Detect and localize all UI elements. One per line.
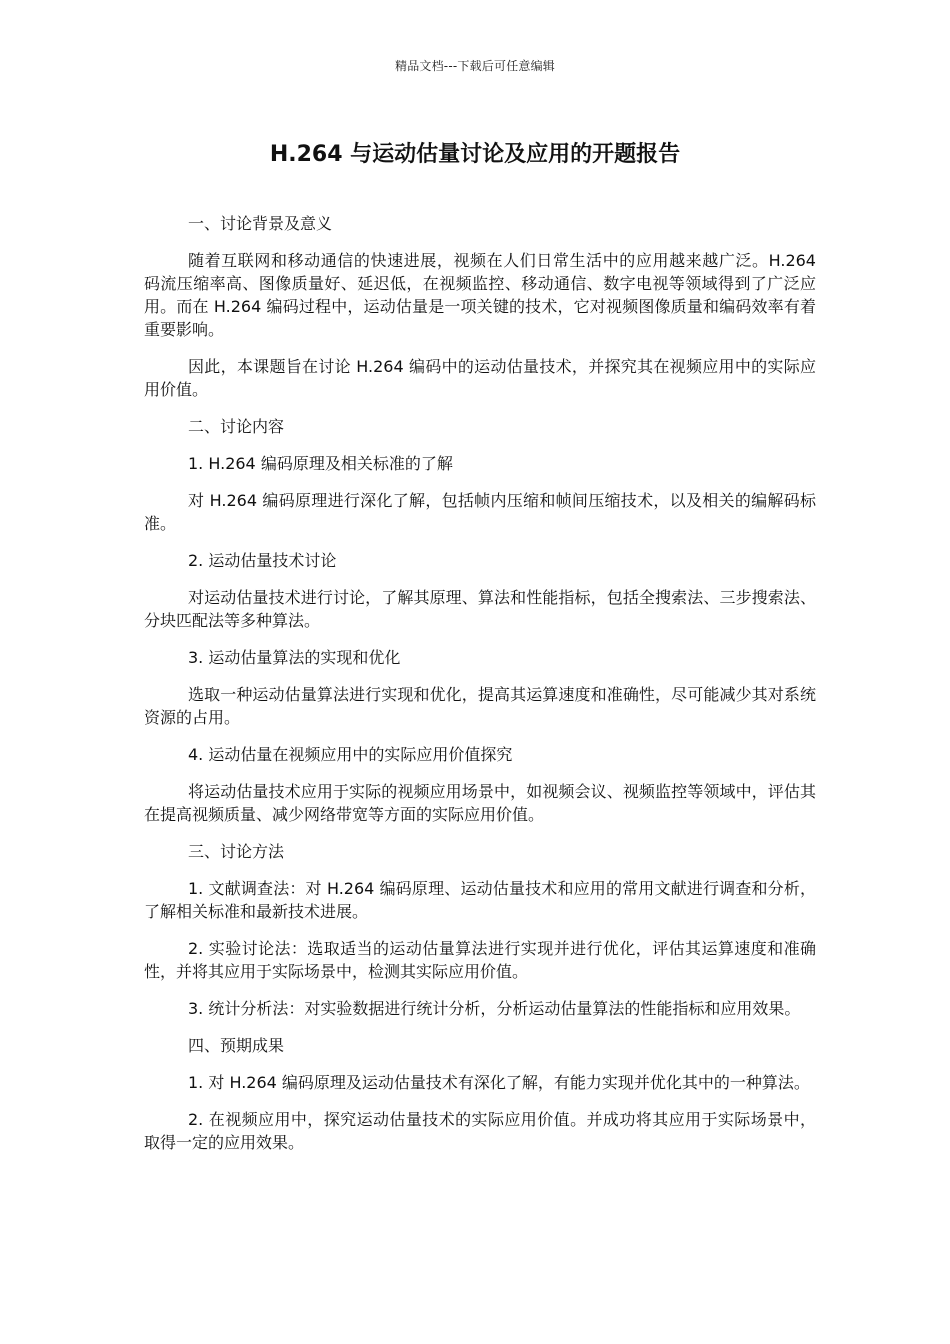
item-body-2: 对运动估量技术进行讨论，了解其原理、算法和性能指标，包括全搜索法、三步搜索法、分块匹配法等多种算法。 (144, 588, 816, 630)
outcome-item-1: 1. 对 H.264 编码原理及运动估量技术有深化了解，有能力实现并优化其中的一种算法。 (188, 1073, 810, 1092)
document-title: H.264 与运动估量讨论及应用的开题报告 (269, 142, 681, 167)
outcome-item-2: 2. 在视频应用中，探究运动估量技术的实际应用价值。并成功将其应用于实际场景中，取得一定的应用效果。 (144, 1110, 816, 1152)
item-body-4: 将运动估量技术应用于实际的视频应用场景中，如视频会议、视频监控等领域中，评估其在提高视频质量、减少网络带宽等方面的实际应用价值。 (144, 782, 816, 824)
item-heading-2: 2. 运动估量技术讨论 (188, 551, 337, 570)
paragraph-purpose: 因此，本课题旨在讨论 H.264 编码中的运动估量技术，并探究其在视频应用中的实际应用价值。 (144, 357, 816, 399)
method-item-3: 3. 统计分析法：对实验数据进行统计分析，分析运动估量算法的性能指标和应用效果。 (188, 999, 801, 1018)
section-heading-methods: 三、讨论方法 (188, 842, 285, 861)
method-item-1: 1. 文献调查法：对 H.264 编码原理、运动估量技术和应用的常用文献进行调查和分析，了解相关标准和最新技术进展。 (144, 879, 816, 921)
section-heading-content: 二、讨论内容 (188, 417, 285, 436)
item-body-1: 对 H.264 编码原理进行深化了解，包括帧内压缩和帧间压缩技术，以及相关的编解码标准。 (144, 491, 816, 533)
item-heading-1: 1. H.264 编码原理及相关标准的了解 (188, 454, 453, 473)
section-heading-outcomes: 四、预期成果 (188, 1036, 285, 1055)
section-heading-background: 一、讨论背景及意义 (188, 214, 333, 233)
item-heading-4: 4. 运动估量在视频应用中的实际应用价值探究 (188, 745, 513, 764)
item-body-3: 选取一种运动估量算法进行实现和优化，提高其运算速度和准确性，尽可能减少其对系统资源的占用。 (144, 685, 816, 727)
paragraph-background: 随着互联网和移动通信的快速进展，视频在人们日常生活中的应用越来越广泛。H.264 码流压缩率高、图像质量好、延迟低，在视频监控、移动通信、数字电视等领域得到了广泛应用。而在 H.264 编码过程中，运动估量是一项关键的技术，它对视频图像质量和编码效率有着重要影响。 (144, 251, 816, 339)
item-heading-3: 3. 运动估量算法的实现和优化 (188, 648, 401, 667)
header-note: 精品文档---下载后可任意编辑 (395, 59, 555, 73)
method-item-2: 2. 实验讨论法：选取适当的运动估量算法进行实现并进行优化，评估其运算速度和准确性，并将其应用于实际场景中，检测其实际应用价值。 (144, 939, 816, 981)
document-body (144, 212, 816, 1168)
